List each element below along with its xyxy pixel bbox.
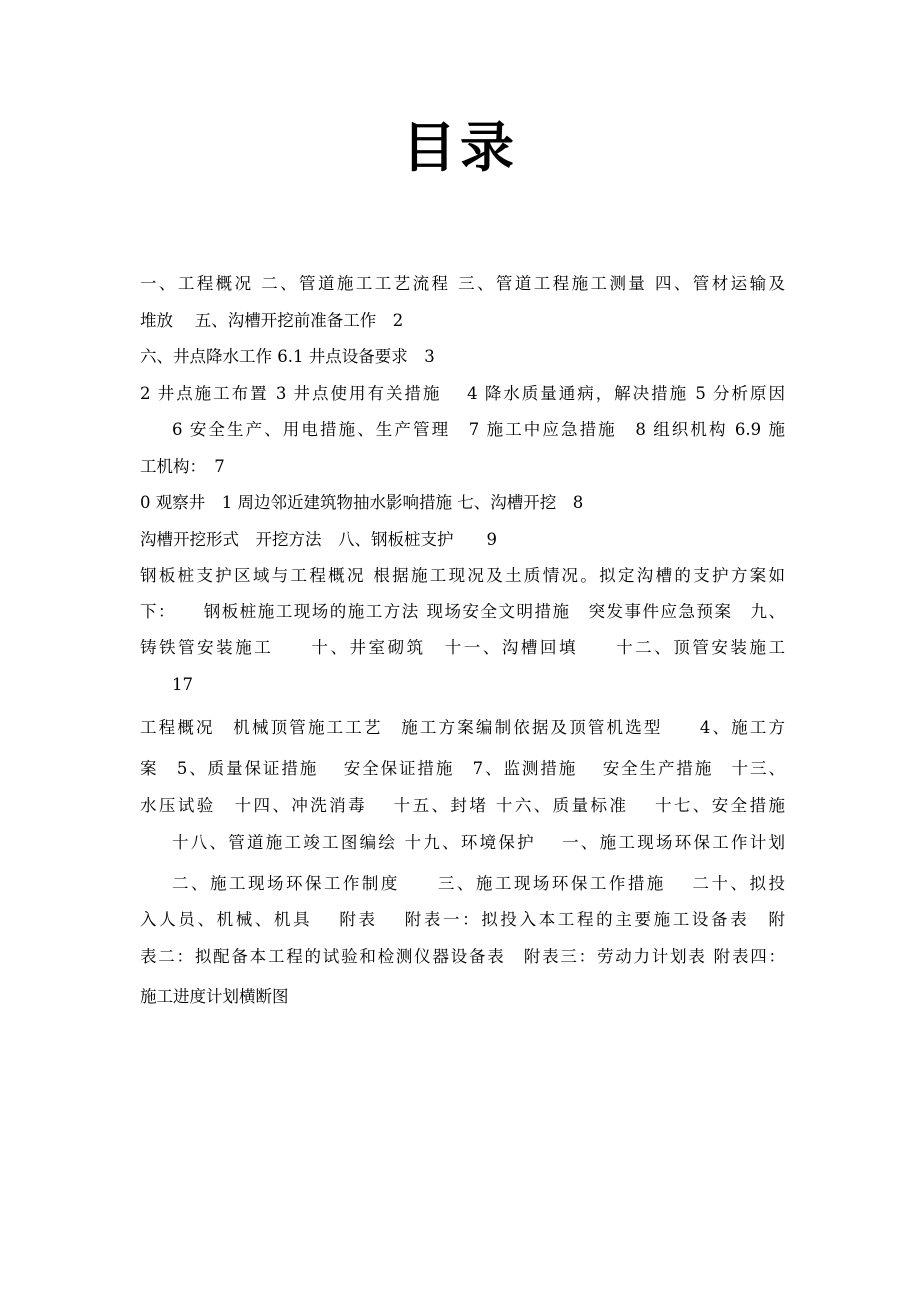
toc-line-17: 二、施工现场环保工作制度 三、施工现场环保工作措施 二十、拟投 [172, 874, 785, 893]
toc-line-1: 一、工程概况 二、管道施工工艺流程 三、管道工程施工测量 四、管材运输及 [140, 274, 785, 293]
toc-line-9: 钢板桩支护区域与工程概况 根据施工现况及土质情况。拟定沟槽的支护方案如 [140, 566, 785, 585]
toc-line-15: 水压试验 十四、冲洗消毒 十五、封堵 十六、质量标准 十七、安全措施 [140, 796, 785, 815]
toc-line-7: 0 观察井 1 周边邻近建筑物抽水影响措施 七、沟槽开挖 8 [140, 493, 584, 512]
toc-line-3: 六、井点降水工作 6.1 井点设备要求 3 [140, 347, 435, 366]
toc-line-18: 入人员、机械、机具 附表 附表一：拟投入本工程的主要施工设备表 附 [140, 910, 785, 929]
toc-line-16: 十八、管道施工竣工图编绘 十九、环境保护 一、施工现场环保工作计划 [172, 833, 785, 852]
toc-line-8: 沟槽开挖形式 开挖方法 八、钢板桩支护 9 [140, 530, 497, 549]
page-title: 目录 [402, 115, 518, 179]
toc-line-14: 案 5、质量保证措施 安全保证措施 7、监测措施 安全生产措施 十三、 [140, 759, 785, 778]
toc-line-20: 施工进度计划横断图 [140, 987, 289, 1006]
toc-line-5: 6 安全生产、用电措施、生产管理 7 施工中应急措施 8 组织机构 6.9 施 [172, 420, 785, 439]
toc-line-12: 17 [172, 675, 193, 694]
toc-line-6: 工机构： 7 [140, 457, 225, 476]
toc-line-2: 堆放 五、沟槽开挖前准备工作 2 [140, 311, 404, 330]
toc-line-4: 2 井点施工布置 3 井点使用有关措施 4 降水质量通病，解决措施 5 分析原因 [140, 384, 785, 403]
toc-line-19: 表二：拟配备本工程的试验和检测仪器设备表 附表三：劳动力计划表 附表四： [140, 947, 785, 966]
toc-line-11: 铸铁管安装施工 十、井室砌筑 十一、沟槽回填 十二、顶管安装施工 [140, 638, 785, 657]
toc-line-10: 下： 钢板桩施工现场的施工方法 现场安全文明措施 突发事件应急预案 九、 [140, 602, 785, 621]
toc-line-13: 工程概况 机械顶管施工工艺 施工方案编制依据及顶管机选型 4、施工方 [140, 718, 785, 737]
